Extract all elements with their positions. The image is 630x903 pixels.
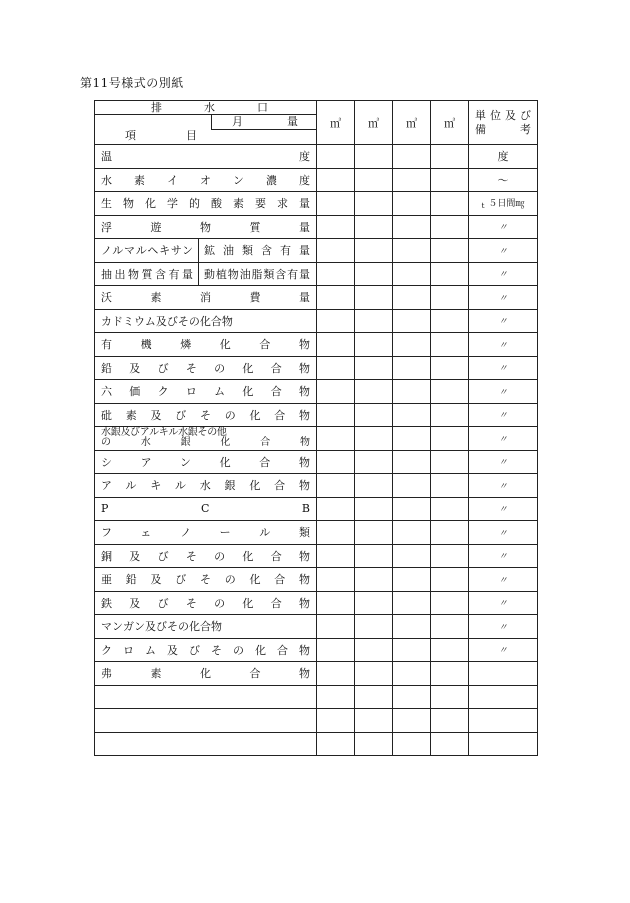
item-name-right: 鉱 油 類 含 有 量 [204, 244, 310, 258]
volume-value-cell-3[interactable] [393, 709, 431, 733]
unit-text: 〃 [498, 411, 508, 422]
volume-value-cell-3[interactable] [393, 732, 431, 756]
unit-cell [469, 450, 538, 474]
volume-value-cell-1[interactable] [317, 568, 355, 592]
volume-unit-header-2: ㎥ [355, 101, 393, 145]
volume-value-cell-4[interactable] [431, 215, 469, 239]
item-cell [95, 638, 317, 662]
unit-cell [469, 709, 538, 733]
item-name: 温 度 [101, 150, 310, 164]
volume-value-cell-1[interactable] [317, 474, 355, 498]
volume-value-cell-3[interactable] [393, 521, 431, 545]
table-row [95, 474, 538, 498]
volume-value-cell-4[interactable] [431, 662, 469, 686]
unit-cell [469, 262, 538, 286]
volume-value-cell-4[interactable] [431, 403, 469, 427]
volume-value-cell-4[interactable] [431, 192, 469, 216]
unit-text: 〃 [498, 505, 508, 516]
item-name: 沃素消費量 [101, 291, 310, 305]
item-cell [95, 239, 317, 263]
volume-value-cell-3[interactable] [393, 591, 431, 615]
volume-value-cell-4[interactable] [431, 145, 469, 169]
volume-value-cell-4[interactable] [431, 450, 469, 474]
volume-value-cell-2[interactable] [355, 427, 393, 451]
unit-cell [469, 497, 538, 521]
unit-cell [469, 638, 538, 662]
volume-value-cell-1[interactable] [317, 286, 355, 310]
volume-value-cell-3[interactable] [393, 638, 431, 662]
item-cell [95, 450, 317, 474]
table-row [95, 521, 538, 545]
item-cell [95, 568, 317, 592]
table-row [95, 333, 538, 357]
volume-value-cell-1[interactable] [317, 403, 355, 427]
item-name: 六価クロム化合物 [101, 385, 310, 399]
volume-value-cell-3[interactable] [393, 685, 431, 709]
volume-value-cell-1[interactable] [317, 380, 355, 404]
volume-value-cell-3[interactable] [393, 544, 431, 568]
volume-value-cell-1[interactable] [317, 662, 355, 686]
volume-value-cell-1[interactable] [317, 497, 355, 521]
volume-unit-header-3: ㎥ [393, 101, 431, 145]
volume-value-cell-2[interactable] [355, 591, 393, 615]
item-name: フェノール類 [101, 526, 310, 540]
volume-value-cell-2[interactable] [355, 474, 393, 498]
table-row [95, 356, 538, 380]
table-row [95, 615, 538, 639]
volume-value-cell-2[interactable] [355, 215, 393, 239]
unit-cell [469, 662, 538, 686]
volume-value-cell-3[interactable] [393, 145, 431, 169]
volume-value-cell-2[interactable] [355, 356, 393, 380]
unit-cell [469, 591, 538, 615]
item-name-line-1: 水銀及びアルキル水銀その他 [101, 427, 227, 439]
item-name-right: 動植物油脂類含有量 [204, 267, 310, 281]
unit-cell [469, 403, 538, 427]
volume-value-cell-1[interactable] [317, 168, 355, 192]
unit-text: 〃 [498, 575, 508, 586]
item-name: 生物化学的酸素要求量 [101, 197, 310, 211]
volume-value-cell-3[interactable] [393, 403, 431, 427]
unit-text: 〃 [498, 646, 508, 657]
header-item-cell [95, 101, 317, 145]
volume-value-cell-2[interactable] [355, 709, 393, 733]
unit-cell [469, 568, 538, 592]
unit-text: 〃 [498, 223, 508, 234]
volume-value-cell-4[interactable] [431, 732, 469, 756]
volume-value-cell-2[interactable] [355, 638, 393, 662]
item-cell [95, 215, 317, 239]
item-cell [95, 380, 317, 404]
item-cell [95, 685, 317, 709]
unit-text: 〃 [498, 481, 508, 492]
unit-text: ５日間㎎ [488, 199, 525, 210]
unit-text: 〃 [498, 458, 508, 469]
item-cell [95, 356, 317, 380]
unit-cell [469, 168, 538, 192]
volume-value-cell-3[interactable] [393, 215, 431, 239]
unit-cell [469, 544, 538, 568]
table-row [95, 239, 538, 263]
item-name: アルキル水銀化合物 [101, 479, 310, 493]
volume-value-cell-4[interactable] [431, 356, 469, 380]
volume-value-cell-2[interactable] [355, 662, 393, 686]
volume-value-cell-3[interactable] [393, 615, 431, 639]
item-label: 項 目 [125, 129, 197, 142]
table-row [95, 568, 538, 592]
item-cell [95, 497, 317, 521]
item-name: 銅及びその化合物 [101, 549, 310, 563]
unit-text: 〃 [498, 246, 508, 257]
volume-value-cell-3[interactable] [393, 262, 431, 286]
item-cell [95, 286, 317, 310]
volume-value-cell-3[interactable] [393, 333, 431, 357]
table-row [95, 286, 538, 310]
volume-value-cell-4[interactable] [431, 709, 469, 733]
unit-remarks-line-2: 備 考 [475, 122, 531, 136]
unit-text: 〃 [498, 270, 508, 281]
item-name: 水素イオン濃度 [101, 173, 310, 187]
volume-value-cell-2[interactable] [355, 521, 393, 545]
volume-value-cell-3[interactable] [393, 568, 431, 592]
unit-cell [469, 286, 538, 310]
volume-value-cell-2[interactable] [355, 685, 393, 709]
unit-cell [469, 615, 538, 639]
item-cell [95, 145, 317, 169]
unit-cell [469, 474, 538, 498]
item-name: 鉄及びその化合物 [101, 596, 310, 610]
volume-value-cell-4[interactable] [431, 309, 469, 333]
unit-text: 〃 [498, 552, 508, 563]
unit-remarks-line-1: 単 位 及 び [475, 108, 531, 122]
table-row [95, 638, 538, 662]
unit-cell [469, 333, 538, 357]
volume-value-cell-1[interactable] [317, 591, 355, 615]
volume-value-cell-3[interactable] [393, 474, 431, 498]
volume-value-cell-1[interactable] [317, 309, 355, 333]
unit-cell [469, 192, 538, 216]
unit-text: 〃 [498, 599, 508, 610]
table-header-row [95, 101, 538, 145]
form-title: 第11号様式の別紙 [80, 76, 184, 90]
item-name: マンガン及びその化合物 [101, 620, 222, 634]
unit-text: 〃 [498, 434, 508, 445]
table-row [95, 497, 538, 521]
unit-remarks-header [469, 101, 538, 145]
item-cell [95, 709, 317, 733]
water-quality-table [94, 100, 538, 756]
item-cell [95, 544, 317, 568]
table-row [95, 192, 538, 216]
item-cell [95, 333, 317, 357]
unit-text: 度 [497, 150, 509, 164]
item-cell [95, 474, 317, 498]
item-cell [95, 662, 317, 686]
volume-value-cell-2[interactable] [355, 544, 393, 568]
volume-value-cell-4[interactable] [431, 474, 469, 498]
unit-cell [469, 521, 538, 545]
volume-value-cell-4[interactable] [431, 286, 469, 310]
volume-value-cell-4[interactable] [431, 568, 469, 592]
volume-value-cell-1[interactable] [317, 732, 355, 756]
volume-value-cell-1[interactable] [317, 450, 355, 474]
unit-cell [469, 356, 538, 380]
volume-unit-header-1: ㎥ [317, 101, 355, 145]
volume-value-cell-2[interactable] [355, 568, 393, 592]
unit-cell [469, 239, 538, 263]
unit-text: 〃 [498, 387, 508, 398]
unit-cell [469, 732, 538, 756]
volume-value-cell-2[interactable] [355, 333, 393, 357]
item-name-left: ノルマルヘキサン [101, 244, 193, 258]
unit-cell [469, 380, 538, 404]
table-row [95, 403, 538, 427]
volume-value-cell-1[interactable] [317, 262, 355, 286]
volume-value-cell-2[interactable] [355, 615, 393, 639]
unit-cell [469, 145, 538, 169]
table-row [95, 591, 538, 615]
item-cell [95, 591, 317, 615]
volume-value-cell-2[interactable] [355, 286, 393, 310]
unit-cell [469, 685, 538, 709]
volume-value-cell-2[interactable] [355, 497, 393, 521]
volume-value-cell-1[interactable] [317, 192, 355, 216]
outlet-label: 排 水 口 [151, 101, 268, 114]
volume-value-cell-1[interactable] [317, 638, 355, 662]
volume-unit-header-4: ㎥ [431, 101, 469, 145]
unit-text: 〃 [498, 293, 508, 304]
volume-value-cell-1[interactable] [317, 544, 355, 568]
volume-value-cell-1[interactable] [317, 685, 355, 709]
item-cell [95, 168, 317, 192]
item-cell [95, 521, 317, 545]
volume-value-cell-3[interactable] [393, 192, 431, 216]
volume-value-cell-3[interactable] [393, 309, 431, 333]
volume-value-cell-1[interactable] [317, 356, 355, 380]
item-cell [95, 427, 317, 451]
volume-value-cell-4[interactable] [431, 262, 469, 286]
volume-value-cell-3[interactable] [393, 497, 431, 521]
volume-value-cell-2[interactable] [355, 380, 393, 404]
volume-value-cell-4[interactable] [431, 544, 469, 568]
table-row [95, 709, 538, 733]
volume-value-cell-1[interactable] [317, 615, 355, 639]
volume-value-cell-2[interactable] [355, 403, 393, 427]
item-name: 浮遊物質量 [101, 220, 310, 234]
table-row [95, 685, 538, 709]
volume-value-cell-3[interactable] [393, 427, 431, 451]
table-row [95, 662, 538, 686]
item-name: 砒素及びその化合物 [101, 408, 310, 422]
unit-subscript: t [481, 202, 485, 211]
table-row [95, 380, 538, 404]
volume-value-cell-2[interactable] [355, 732, 393, 756]
volume-value-cell-4[interactable] [431, 239, 469, 263]
unit-text: 〃 [498, 317, 508, 328]
month-volume-label: 月 量 [232, 115, 298, 128]
volume-value-cell-1[interactable] [317, 145, 355, 169]
volume-value-cell-2[interactable] [355, 145, 393, 169]
volume-value-cell-1[interactable] [317, 521, 355, 545]
volume-value-cell-3[interactable] [393, 380, 431, 404]
volume-value-cell-4[interactable] [431, 380, 469, 404]
unit-text: 〃 [498, 622, 508, 633]
volume-value-cell-4[interactable] [431, 521, 469, 545]
volume-value-cell-4[interactable] [431, 591, 469, 615]
volume-value-cell-4[interactable] [431, 497, 469, 521]
volume-value-cell-3[interactable] [393, 286, 431, 310]
volume-value-cell-2[interactable] [355, 309, 393, 333]
item-name-left: 抽出物質含有量 [101, 267, 193, 281]
item-name: 亜鉛及びその化合物 [101, 573, 310, 587]
item-cell [95, 615, 317, 639]
item-name: シアン化合物 [101, 455, 310, 469]
item-cell [95, 732, 317, 756]
item-name: P C B [101, 502, 310, 516]
volume-value-cell-1[interactable] [317, 709, 355, 733]
table-row [95, 450, 538, 474]
item-cell [95, 403, 317, 427]
unit-cell [469, 309, 538, 333]
table-row [95, 145, 538, 169]
volume-value-cell-2[interactable] [355, 168, 393, 192]
volume-value-cell-1[interactable] [317, 427, 355, 451]
volume-value-cell-3[interactable] [393, 168, 431, 192]
volume-value-cell-4[interactable] [431, 333, 469, 357]
volume-value-cell-3[interactable] [393, 239, 431, 263]
volume-value-cell-2[interactable] [355, 239, 393, 263]
item-name: 有機燐化合物 [101, 338, 310, 352]
unit-text: 〃 [498, 340, 508, 351]
table-row [95, 732, 538, 756]
item-name: 鉛及びその化合物 [101, 361, 310, 375]
item-cell [95, 309, 317, 333]
unit-text: 〃 [498, 364, 508, 375]
volume-value-cell-4[interactable] [431, 638, 469, 662]
volume-value-cell-4[interactable] [431, 168, 469, 192]
volume-value-cell-4[interactable] [431, 685, 469, 709]
item-cell [95, 192, 317, 216]
volume-value-cell-3[interactable] [393, 450, 431, 474]
item-name-line-2: の水銀化合物 [101, 437, 310, 449]
volume-value-cell-3[interactable] [393, 662, 431, 686]
volume-value-cell-2[interactable] [355, 262, 393, 286]
volume-value-cell-3[interactable] [393, 356, 431, 380]
table-row [95, 544, 538, 568]
volume-value-cell-4[interactable] [431, 615, 469, 639]
table-row [95, 309, 538, 333]
volume-value-cell-1[interactable] [317, 239, 355, 263]
table-row [95, 168, 538, 192]
item-name: 弗素化合物 [101, 667, 310, 681]
item-name: カドミウム及びその化合物 [101, 314, 233, 328]
volume-value-cell-1[interactable] [317, 333, 355, 357]
unit-cell [469, 215, 538, 239]
item-name: クロム及びその化合物 [101, 643, 310, 657]
volume-value-cell-2[interactable] [355, 450, 393, 474]
volume-value-cell-2[interactable] [355, 192, 393, 216]
item-cell [95, 262, 317, 286]
unit-text: ～ [497, 173, 509, 187]
volume-value-cell-1[interactable] [317, 215, 355, 239]
table-row [95, 215, 538, 239]
unit-cell [469, 427, 538, 451]
volume-value-cell-4[interactable] [431, 427, 469, 451]
table-row [95, 262, 538, 286]
table-row [95, 427, 538, 451]
unit-text: 〃 [498, 528, 508, 539]
